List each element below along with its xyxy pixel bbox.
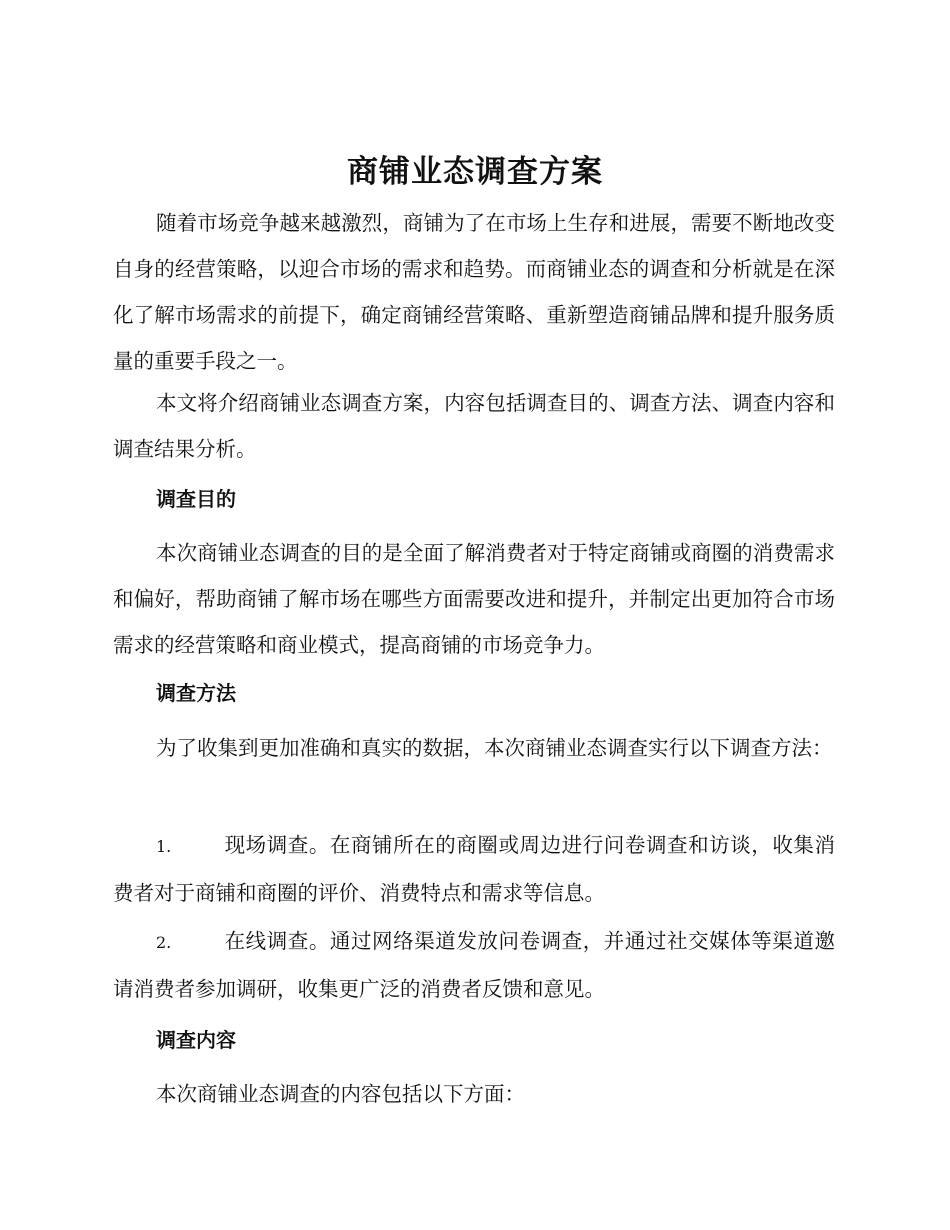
method-list-item-1 [113, 822, 835, 916]
section-heading-purpose: 调查目的 [156, 487, 236, 511]
document-title: 商铺业态调查方案 [347, 154, 603, 190]
list-number: 2. [156, 933, 172, 952]
list-item-text: 在线调查。通过网络渠道发放问卷调查，并通过社交媒体等渠道邀请消费者参加调研，收集更广泛的消费者反馈和意见。 [113, 929, 835, 1001]
section-heading-content: 调查内容 [156, 1028, 236, 1052]
list-item-text: 现场调查。在商铺所在的商圈或周边进行问卷调查和访谈，收集消费者对于商铺和商圈的评价、消费特点和需求等信息。 [113, 833, 835, 905]
list-number: 1. [156, 837, 172, 856]
method-list-item-2 [113, 918, 835, 1012]
content-paragraph: 本次商铺业态调查的内容包括以下方面： [156, 1082, 525, 1106]
section-heading-method: 调查方法 [156, 681, 236, 705]
method-paragraph: 为了收集到更加准确和真实的数据，本次商铺业态调查实行以下调查方法： [156, 736, 833, 760]
purpose-paragraph: 本次商铺业态调查的目的是全面了解消费者对于特定商铺或商圈的消费需求和偏好，帮助商铺了解市场在哪些方面需要改进和提升，并制定出更加符合市场需求的经营策略和商业模式，提高商铺的市场竞争力。 [113, 541, 835, 657]
intro-paragraph-2: 本文将介绍商铺业态调查方案，内容包括调查目的、调查方法、调查内容和调查结果分析。 [113, 391, 835, 461]
intro-paragraph-1: 随着市场竞争越来越激烈，商铺为了在市场上生存和进展，需要不断地改变自身的经营策略，以迎合市场的需求和趋势。而商铺业态的调查和分析就是在深化了解市场需求的前提下，确定商铺经营策略、重新塑造商铺品牌和提升服务质量的重要手段之一。 [113, 211, 835, 373]
